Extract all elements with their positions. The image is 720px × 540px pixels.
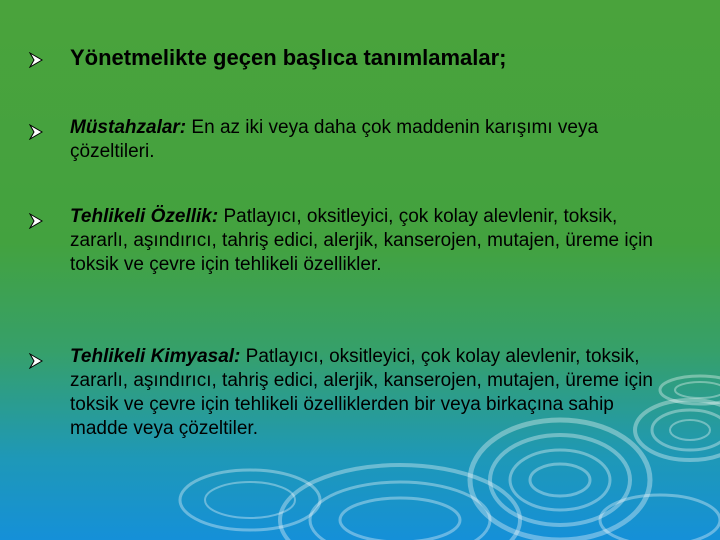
- arrow-bullet-icon: [28, 353, 44, 369]
- term-label: Tehlikeli Özellik:: [70, 206, 219, 227]
- definition-text: Patlayıcı, oksitleyici, çok kolay alevlenir, toksik, zararlı, aşındırıcı, tahriş edici, alerjik, kanserojen, mutajen, üreme için toksik ve çevre için tehlikeli özelliklerden bir veya birkaçına sahip madde veya çözeltiler.: [70, 346, 653, 439]
- bullet-heading: [28, 44, 668, 72]
- bullet-text: [70, 205, 668, 277]
- heading-text: Yönetmelikte geçen başlıca tanımlamalar;: [70, 45, 507, 70]
- bullet-tehlikeli-ozellik: [28, 205, 668, 277]
- definition-text: Patlayıcı, oksitleyici, çok kolay alevlenir, toksik, zararlı, aşındırıcı, tahriş edici, alerjik, kanserojen, mutajen, üreme için toksik ve çevre için tehlikeli özellikler.: [70, 206, 653, 275]
- term-label: Müstahzalar:: [70, 117, 187, 138]
- arrow-bullet-icon: [28, 213, 44, 229]
- bullet-tehlikeli-kimyasal: [28, 345, 668, 441]
- bullet-text: [70, 116, 668, 164]
- bullet-mustahzalar: [28, 116, 668, 164]
- term-label: Tehlikeli Kimyasal:: [70, 346, 241, 367]
- definition-text: En az iki veya daha çok maddenin karışımı veya çözeltileri.: [70, 117, 599, 162]
- arrow-bullet-icon: [28, 124, 44, 140]
- arrow-bullet-icon: [28, 52, 44, 68]
- bullet-text: [70, 345, 668, 441]
